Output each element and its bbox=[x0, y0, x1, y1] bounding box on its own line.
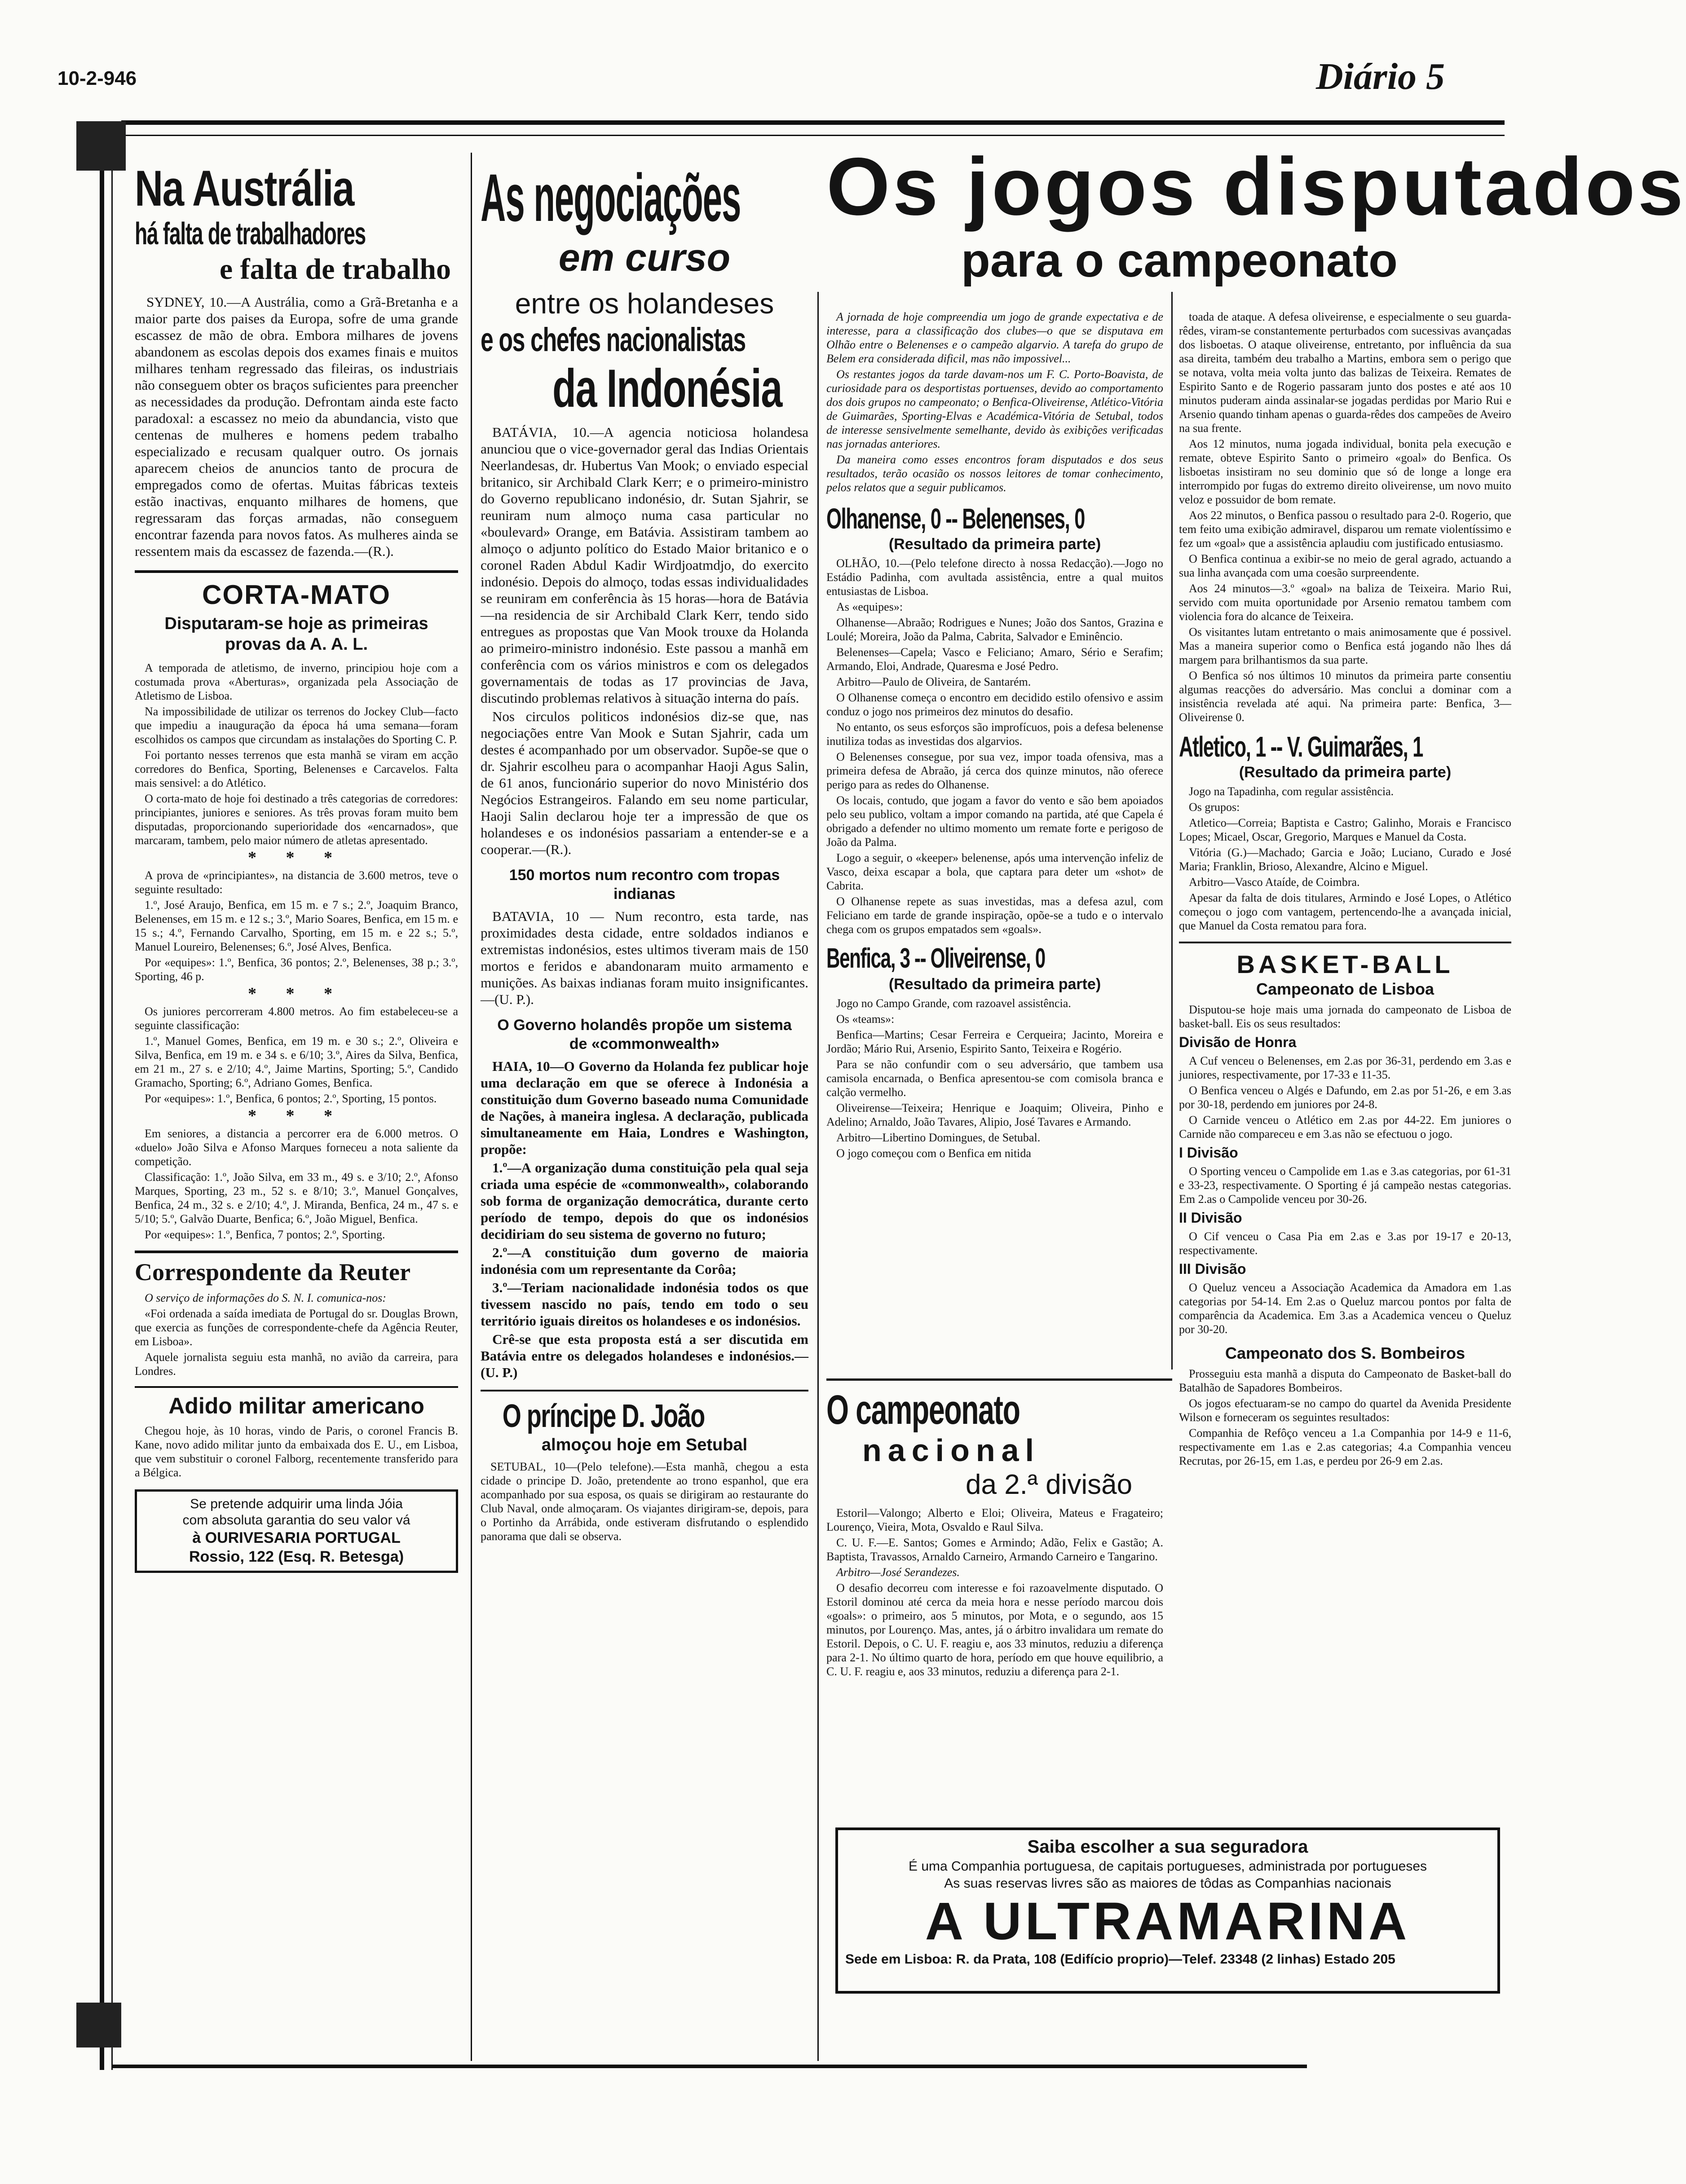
cortamato-subtitle: Disputaram-se hoje as primeiras provas da A. A. L. bbox=[164, 614, 428, 654]
rule bbox=[826, 1378, 1172, 1381]
indonesia-headline-4: e os chefes nacionalistas bbox=[481, 321, 746, 358]
joao-subtitle: almoçou hoje em Setubal bbox=[541, 1435, 748, 1454]
joao-title: O príncipe D. João bbox=[502, 1398, 705, 1434]
advert-line: É uma Companhia portuguesa, de capitais portugueses, administrada por portugueses bbox=[908, 1859, 1427, 1874]
bombeiros-title: Campeonato dos S. Bombeiros bbox=[1225, 1344, 1465, 1362]
separator-stars: * * * bbox=[248, 984, 345, 1003]
campnac-headline-1: O campeonato bbox=[826, 1387, 1020, 1433]
indonesia-headline-5: da Indonésia bbox=[552, 358, 782, 418]
cortamato-body: A temporada de atletismo, de inverno, principiou hoje com a costumada prova «Aberturas», organizada pela Associação de Atletismo de Lisboa. Na impossibilidade de utilizar os terrenos do Jockey Club—facto que impediu a inauguração da época há uma semana—foram escolhidos os campos que circundam as instalações do Sporting C. P. Foi portanto nesses terrenos que esta manhã se viram em acção corredores do Benfica, Sporting, Belenenses e Carcavelos. Falta mais sensivel: a do Atlético. O corta-mato de hoje foi destinado a três categorias de corredores: principiantes, juniores e seniores. As três provas foram muito bem disputadas, proporcionando superioridade dos «encarnados», que marcaram, tambem, pelo maior número de atletas apresentado. * * * A prova de «principiantes», na distancia de 3.600 metros, teve o seguinte resultado: 1.º, José Araujo, Benfica, em 15 m. e 7 s.; 2.º, Joaquim Branco, Belenenses, em 15 m. e 12 s.; 3.º, Mario Soares, Benfica, em 15 m. e 15 s.; 4.º, Fernando Carvalho, Sporting, em 15 m. e 22 s.; 5.º, Manuel Loureiro, Belenenses; 6.º, José Alves, Benfica. Por «equipes»: 1.º, Benfica, 36 pontos; 2.º, Belenenses, 38 p.; 3.º, Sporting, 46 p. * * * Os juniores percorreram 4.800 metros. Ao fim estabeleceu-se a seguinte classificação: 1.º, Manuel Gomes, Benfica, em 19 m. e 30 s.; 2.º, Oliveira e Silva, Benfica, em 19 m. e 34 s. e 6/10; 3.º, Aires da Silva, Benfica, em 21 m., 27 s. e 2/10; 4.º, Jaime Martins, Sporting; 5.º, Candido Gramacho, Sporting; 6.º, Adriano Gomes, Benfica. Por «equipes»: 1.º, Benfica, 6 pontos; 2.º, Sporting, 15 pontos. * * * Em seniores, a distancia a percorrer era de 6.000 metros. O «duelo» João Silva e Afonso Marques forneceu a nota saliente da competição. Classificação: 1.º, João Silva, em 33 m., 49 s. e 3/10; 2.º, Afonso Marques, Sporting, 23 m., 52 s. e 8/10; 3.º, Manuel Gonçalves, Benfica, 24 m., 32 s. e 2/10; 4.º, J. Miranda, Benfica, 24 m., 47 s. e 5/10; 5.º, Galvão Duarte, Benfica; 6.º, João Miguel, Benfica. Por «equipes»: 1.º, Benfica, 7 pontos; 2.º, Sporting. bbox=[135, 661, 458, 1241]
column-rule-1 bbox=[471, 153, 472, 2061]
campeonato-nacional bbox=[826, 1387, 1163, 1680]
campnac-body: Estoril—Valongo; Alberto e Eloi; Oliveira, Mateus e Fragateiro; Lourenço, Vieira, Mota, Osvaldo e Raul Silva. C. U. F.—E. Santos; Gomes e Armindo; Adão, Felix e Gastão; A. Baptista, Travassos, Arnaldo Carneiro, Armando Carneiro e Tangarino. Arbitro—José Serandezes. O desafio decorreu com interesse e foi razoavelmente disputado. O Estoril dominou até cerca da meia hora e nesse período marcou dois «goals»: o primeiro, aos 5 minutos, por Mota, e o segundo, aos 15 minutos, por Lourenço. Mas, antes, já o árbitro invalidara um remate do Estoril. Depois, o C. U. F. reagiu e, aos 33 minutos, reduziu a diferença para 2-1. No último quarto de hora, período em que houve equilibrio, a C. U. F. reagiu e, aos 33 minutos, reduziu a diferença para 2-1. bbox=[826, 1506, 1163, 1678]
olhanense-title: Olhanense, 0 -- Belenenses, 0 bbox=[826, 502, 1085, 535]
indonesia-body: BATÁVIA, 10.—A agencia noticiosa holandesa anunciou que o vice-governador geral das Indias Orientais Neerlandesas, dr. Hubertus Van Mook; o enviado especial britanico, sir Archibald Clark Kerr; e o primeiro-ministro do Governo republicano indonésio, dr. Sutan Sjahrir, se reuniram num almoço numa casa particular no «boulevard» Orange, em Batávia. Assistiram tambem ao almoço o adjunto político do Estado Maior britanico e o coronel Raden Abdul Kadir Wirdjoatmdjo, do exercito indonésio. Depois do almoço, todas essas individualidades se reuniram em conferência às 15 horas—hora de Batávia—na residencia de sir Archibald Clark Kerr, tendo sido entregues as propostas que Van Mook trouxe da Holanda ao primeiro-ministro indonésio. Este passou a manhã em conferência com os vários ministros e com os delegados governamentais de todas as 17 provincias de Java, discutindo problemas relativos à situação interna do país. Nos circulos politicos indonésios diz-se que, nas negociações entre Van Mook e Sutan Sjahrir, cada um destes é acompanhado por um observador. Supõe-se que o dr. Sjahrir escolheu para o acompanhar Haoji Agus Salin, de 61 anos, funcionário superior do novo Ministério dos Negócios Estrangeiros. Falando em seu nome particular, Haoji Salin declarou hoje ter a impressão de que os holandeses e os indonésios passariam a entender-se e a cooperar.—(R.). bbox=[481, 424, 808, 857]
australia-headline-3: e falta de trabalho bbox=[219, 253, 451, 286]
indonesia-body-2: BATAVIA, 10 — Num recontro, esta tarde, nas proximidades desta cidade, entre soldados indianos e extremistas indonésios, estes ultimos tiveram mais de 150 mortos e feridos e abandonaram muito armamento e munições. As baixas indianas foram muito insignificantes.—(U. P.). bbox=[481, 908, 808, 1007]
atletico-body: Jogo na Tapadinha, com regular assistência. Os grupos: Atletico—Correia; Baptista e Castro; Galinho, Morais e Francisco Lopes; Micael, Oscar, Gregorio, Marques e Manuel da Costa. Vitória (G.)—Machado; Garcia e João; Luciano, Curado e José Maria; Franklin, Brioso, Alexandre, Alcino e Miguel. Arbitro—Vasco Ataíde, de Coimbra. Apesar da falta de dois titulares, Armindo e José Lopes, o Atlético começou o jogo com vantagem, pertencendo-lhe a avançada inicial, que Manuel da Costa rematou para fora. bbox=[1179, 785, 1511, 932]
left-margin-rule-thin bbox=[111, 171, 113, 2070]
advert-address: Rossio, 122 (Esq. R. Betesga) bbox=[189, 1548, 404, 1565]
column-rule-3 bbox=[1171, 292, 1173, 1369]
paper-name: Diário bbox=[1316, 56, 1417, 97]
basket-body: Disputou-se hoje mais uma jornada do campeonato de Lisboa de basket-ball. Eis os seus resultados: Divisão de Honra A Cuf venceu o Belenenses, em 2.as por 36-31, perdendo em 3.as e juniores, respectivamente, por 17-33 e 11-35. O Benfica venceu o Algés e Dafundo, em 2.as por 51-26, e em 3.as por 30-18, perdendo em juniores por 24-8. O Carnide venceu o Atlético em 2.as por 44-22. Em juniores o Carnide não compareceu e em 3.as não se efectuou o jogo. I Divisão O Sporting venceu o Campolide em 1.as e 3.as categorias, por 61-31 e 33-23, respectivamente. O Sporting é já campeão nestas categorias. Em 2.as o Campolide venceu por 30-26. II Divisão O Cif venceu o Casa Pia em 2.as e 3.as por 19-17 e 20-13, respectivamente. III Divisão O Queluz venceu a Associação Academica da Amadora em 1.as categorias por 54-14. Em 2.as o Queluz marcou pontos por falta de comparência da Academica. Em 3.as a Academica venceu o Queluz por 30-20. Campeonato dos S. Bombeiros Prosseguiu esta manhã a disputa do Campeonato de Basket-ball do Batalhão de Sapadores Bombeiros. Os jogos efectuaram-se no campo do quartel da Avenida Presidente Wilson e forneceram os seguintes resultados: Companhia de Refôço venceu a 1.a Companhia por 14-9 e 11-6, respectivamente em 1.as e 2.as categorias; 4.a Companhia venceu Recrutas, por 26-15, em 1.as, e perdeu por 26-9 em 2.as. bbox=[1179, 1003, 1511, 1467]
ornament-block bbox=[76, 121, 126, 171]
reuter-title: Correspondente da Reuter bbox=[135, 1259, 410, 1286]
joao-body: SETUBAL, 10—(Pelo telefone).—Esta manhã, chegou a esta cidade o principe D. João, pretendente ao trono espanhol, que era acompanhado por sua esposa, os quais se dirigiram ao restaurante do Club Naval, onde almoçaram. Os viajantes dirigiram-se, depois, para o Portinho da Arrábida, onde estiveram disfrutando o esplendido panorama que dali se observa. bbox=[481, 1460, 808, 1543]
advert-company-name: A ULTRAMARINA bbox=[925, 1892, 1411, 1951]
indonesia-headline-1: As negociações bbox=[481, 160, 741, 235]
jogos-intro: A jornada de hoje compreendia um jogo de grande expectativa e de interesse, para a classificação dos clubes—o que se disputava em Olhão entre o Belenenses e o campeão algarvio. A tarefa do grupo de Belem era considerada dificil, mas não impossivel... Os restantes jogos da tarde davam-nos um F. C. Porto-Boavista, de curiosidade para os desportistas portuenses, devido ao comportamento dos dois grupos no campeonato; o Benfica-Oliveirense, Atlético-Vitória de Guimarães, Sporting-Elvas e Académica-Vitória de Setubal, todos de interesse sensivelmente semelhante, devido às exibições verificadas nas jornadas anteriores. Da maneira como esses encontros foram disputados e dos seus resultados, terão ocasião os nossos leitores de tomar conhecimento, pelos relatos que a seguir publicamos. bbox=[826, 310, 1163, 494]
jogos-headline-2: para o campeonato bbox=[961, 234, 1398, 287]
jogos-headline-1: Os jogos disputados bbox=[826, 141, 1686, 232]
division-heading: Divisão de Honra bbox=[1179, 1034, 1297, 1050]
benfica-body: Jogo no Campo Grande, com razoavel assistência. Os «teams»: Benfica—Martins; Cesar Ferreira e Cerqueira; Jacinto, Moreira e Jordão; Mário Rui, Arsenio, Espirito Santo, Teixeira e Rogério. Para se não confundir com o seu adversário, que tambem usa camisola encarnada, o Benfica apresentou-se com comisola branca e calção vermelho. Oliveirense—Teixeira; Henrique e Joaquim; Oliveira, Pinho e Adelino; Arnaldo, João Tavares, Alipio, José Tavares e Armando. Arbitro—Libertino Domingues, de Setubal. O jogo começou com o Benfica em nitida bbox=[826, 997, 1163, 1160]
rule bbox=[135, 1386, 458, 1388]
olhanense-body: OLHÃO, 10.—(Pelo telefone directo à nossa Redacção).—Jogo no Estádio Padinha, com avultada assistência, entre a qual muitos entusiastas de Lisboa. As «equipes»: Olhanense—Abraão; Rodrigues e Nunes; João dos Santos, Grazina e Loulé; Moreira, João da Palma, Cabrita, Salvador e Eminêncio. Belenenses—Capela; Vasco e Feliciano; Amaro, Sério e Serafim; Armando, Eloi, Andrade, Quaresma e José Pedro. Arbitro—Paulo de Oliveira, de Santarém. O Olhanense começa o encontro em decidido estilo ofensivo e assim conduz o jogo nos primeiros dez minutos do desafio. No entanto, os seus esforços são improfícuos, pois a defesa belenense inutiliza todas as investidas dos algarvios. O Belenenses consegue, por sua vez, impor toada ofensiva, mas a primeira defesa de Abraão, já cerca dos quinze minutos, não oferece perigo para as redes do Olhanense. Os locais, contudo, que jogam a favor do vento e são bem apoiados pelo seu publico, voltam a impor comando na partida, até que Capela é obrigado a defender no ultimo momento um remate forte e perigoso de João da Palma. Logo a seguir, o «keeper» belenense, após uma intervenção infeliz de Vasco, deixa escapar a bola, que captara para deter um «shot» de Cabrita. O Olhanense repete as suas investidas, mas a defesa azul, com Feliciano em tarde de grande inspiração, opõe-se a tudo e o intervalo chega com os grupos empatados sem «goals». bbox=[826, 557, 1163, 936]
indonesia-subhead-1: 150 mortos num recontro com tropas indianas bbox=[509, 867, 780, 903]
advert-line: com absoluta garantia do seu valor vá bbox=[182, 1513, 410, 1528]
indonesia-headline-3: entre os holandeses bbox=[515, 287, 774, 320]
atletico-title: Atletico, 1 -- V. Guimarães, 1 bbox=[1179, 731, 1423, 763]
masthead-rule-thin bbox=[121, 135, 1505, 136]
indonesia-subhead-2: O Governo holandês propõe um sistema de «commonwealth» bbox=[497, 1017, 792, 1052]
reuter-body: O serviço de informações do S. N. I. comunica-nos: «Foi ordenada a saída imediata de Portugal do sr. Douglas Brown, que exercia as funções de correspondente-chefe da Agência Reuter, em Lisboa». Aquele jornalista seguiu esta manhã, no avião da carreira, para Londres. bbox=[135, 1291, 458, 1378]
column-3 bbox=[826, 310, 1163, 1162]
division-heading: III Divisão bbox=[1179, 1261, 1246, 1277]
advert-tagline: Saiba escolher a sua seguradora bbox=[1027, 1837, 1308, 1857]
atletico-subtitle: (Resultado da primeira parte) bbox=[1239, 764, 1452, 781]
paper-title bbox=[1316, 55, 1445, 98]
column-1 bbox=[135, 162, 458, 1573]
left-margin-rule bbox=[100, 171, 104, 2070]
benfica-title: Benfica, 3 -- Oliveirense, 0 bbox=[826, 943, 1045, 974]
separator-stars: * * * bbox=[248, 848, 345, 867]
bottom-rule bbox=[112, 2065, 1307, 2068]
indonesia-body-3: HAIA, 10—O Governo da Holanda fez publicar hoje uma declaração em que se oferece à Indonésia a constituição dum Governo baseado numa Comunidade de Nações, à maneira inglesa. A declaração, publicada simultaneamente em Haia, Londres e Washington, propõe: 1.º—A organização duma constituição pela qual seja criada uma espécie de «commonwealth», colaborando sob forma de organização democrática, durante certo período de tempo, depois do que os indonésios decidiriam do seu sistema de governo no futuro; 2.º—A constituição dum governo de maioria indonésia com um representante da Corôa; 3.º—Teriam nacionalidade indonésia todos os que tivessem nascido no país, tendo em todo o seu território iguais direitos os holandeses e os indonésios. Crê-se que esta proposta está a ser discutida em Batávia entre os delegados holandeses e indonésios.—(U. P.) bbox=[481, 1058, 808, 1380]
australia-headline-2: há falta de trabalhadores bbox=[135, 216, 366, 251]
adido-title: Adido militar americano bbox=[168, 1393, 424, 1418]
division-heading: I Divisão bbox=[1179, 1145, 1238, 1161]
ultramarina-advert bbox=[835, 1827, 1500, 1994]
adido-body: Chegou hoje, às 10 horas, vindo de Paris, o coronel Francis B. Kane, novo adido militar junto da embaixada dos E. U., em Lisboa, que vem substituir o coronel Falborg, recentemente transferido para a Bélgica. bbox=[135, 1424, 458, 1479]
benfica-continued: toada de ataque. A defesa oliveirense, e especialmente o seu guarda-rêdes, viram-se constantemente perturbados com sucessivas avançadas dos lisboetas. O ataque oliveirense, entretanto, por influência da sua asa direita, também deu trabalho a Martins, embora sem o perigo que se notava, volta meia volta junto das balizas de Teixeira. Remates de Espirito Santo e de Rogerio passaram junto dos postes e até aos 10 minutos puderam ainda assinalar-se jogadas perdidas por Mario Rui e Arsenio quando tinham apenas o guarda-rêdes dos campeões de Aveiro na sua frente. Aos 12 minutos, numa jogada individual, bonita pela execução e remate, obteve Espirito Santo o primeiro «goal» do Benfica. Os lisboetas insistiram no seu dominio que só de longe a longe era interrompido por fugas do extremo direito oliveirense, um novo muito veloz e possuidor de bom remate. Aos 22 minutos, o Benfica passou o resultado para 2-0. Rogerio, que tem feito uma exibição admiravel, disparou um remate violentíssimo e fez um «goal» que a assistência aplaudiu com justificado entusiasmo. O Benfica continua a exibir-se no meio de geral agrado, actuando a sua linha avançada com uma coesão surpreendente. Aos 24 minutos—3.º «goal» na baliza de Teixeira. Mario Rui, servido com muita oportunidade por Arsenio rematou tambem com violencia fora do alcance de Teixeira. Os visitantes lutam entretanto o mais animosamente que é possivel. Mas a maneira superior como o Benfica está jogando não lhes dá margem para brilhantismos da sua parte. O Benfica só nos últimos 10 minutos da primeira parte consentiu algumas reacções do adversário. Mas conclui a dominar com a insistência revelada até aqui. Na primeira parte: Benfica, 3—Oliveirense 0. bbox=[1179, 310, 1511, 724]
advert-line: As suas reservas livres são as maiores de tôdas as Companhias nacionais bbox=[944, 1876, 1391, 1891]
basket-subtitle: Campeonato de Lisboa bbox=[1256, 980, 1434, 998]
cortamato-title: CORTA-MATO bbox=[202, 580, 391, 610]
ornament-block-bottom bbox=[76, 2003, 121, 2048]
column-4 bbox=[1179, 310, 1511, 1470]
issue-date: 10-2-946 bbox=[57, 67, 137, 89]
benfica-subtitle: (Resultado da primeira parte) bbox=[888, 976, 1101, 993]
olhanense-subtitle: (Resultado da primeira parte) bbox=[888, 536, 1101, 553]
masthead-rule bbox=[121, 120, 1505, 125]
jewelry-advert bbox=[135, 1489, 458, 1573]
rule bbox=[135, 570, 458, 573]
column-2 bbox=[481, 162, 808, 1545]
advert-line: Se pretende adquirir uma linda Jóia bbox=[190, 1497, 403, 1511]
page-number: 5 bbox=[1426, 56, 1445, 97]
australia-headline-1: Na Austrália bbox=[135, 160, 354, 216]
advert-address: Sede em Lisboa: R. da Prata, 108 (Edifício proprio)—Telef. 23348 (2 linhas) Estado 205 bbox=[845, 1952, 1395, 1967]
basket-title: BASKET-BALL bbox=[1236, 950, 1454, 978]
separator-stars: * * * bbox=[248, 1106, 345, 1125]
division-heading: II Divisão bbox=[1179, 1210, 1242, 1226]
campnac-headline-3: da 2.ª divisão bbox=[966, 1469, 1133, 1500]
australia-body: SYDNEY, 10.—A Austrália, como a Grã-Bretanha e a maior parte dos paises da Europa, sofre de uma grande escassez de mão de obra. Embora milhares de jovens abandonem as escolas depois dos exames finais e muitos milhares tenham regressado das fileiras, os industriais não conseguem obter os braços suficientes para preencher as necessidades da produção. Defrontam ainda este facto paradoxal: a escassez no meio da abundancia, visto que centenas de mulheres e homens pedem trabalho especializado e recusam qualquer outro. Os jornais aparecem cheios de anuncios tanto de procura de empregados como de ofertas. Muitas fábricas texteis estão inactivas, enquanto milhares de homens, que regressaram das forças armadas, não conseguem encontrar fazenda para novos fatos. As mulheres ainda se ressentem mais da escassez de fazenda.—(R.). bbox=[135, 294, 458, 559]
indonesia-headline-2: em curso bbox=[558, 236, 731, 279]
advert-shop: à OURIVESARIA PORTUGAL bbox=[192, 1529, 401, 1546]
rule bbox=[1179, 942, 1511, 943]
campnac-headline-2: nacional bbox=[862, 1433, 1040, 1468]
column-rule-2 bbox=[817, 292, 819, 2061]
rule bbox=[481, 1390, 808, 1391]
rule bbox=[135, 1251, 458, 1253]
jogos-headline-box bbox=[826, 141, 1686, 232]
